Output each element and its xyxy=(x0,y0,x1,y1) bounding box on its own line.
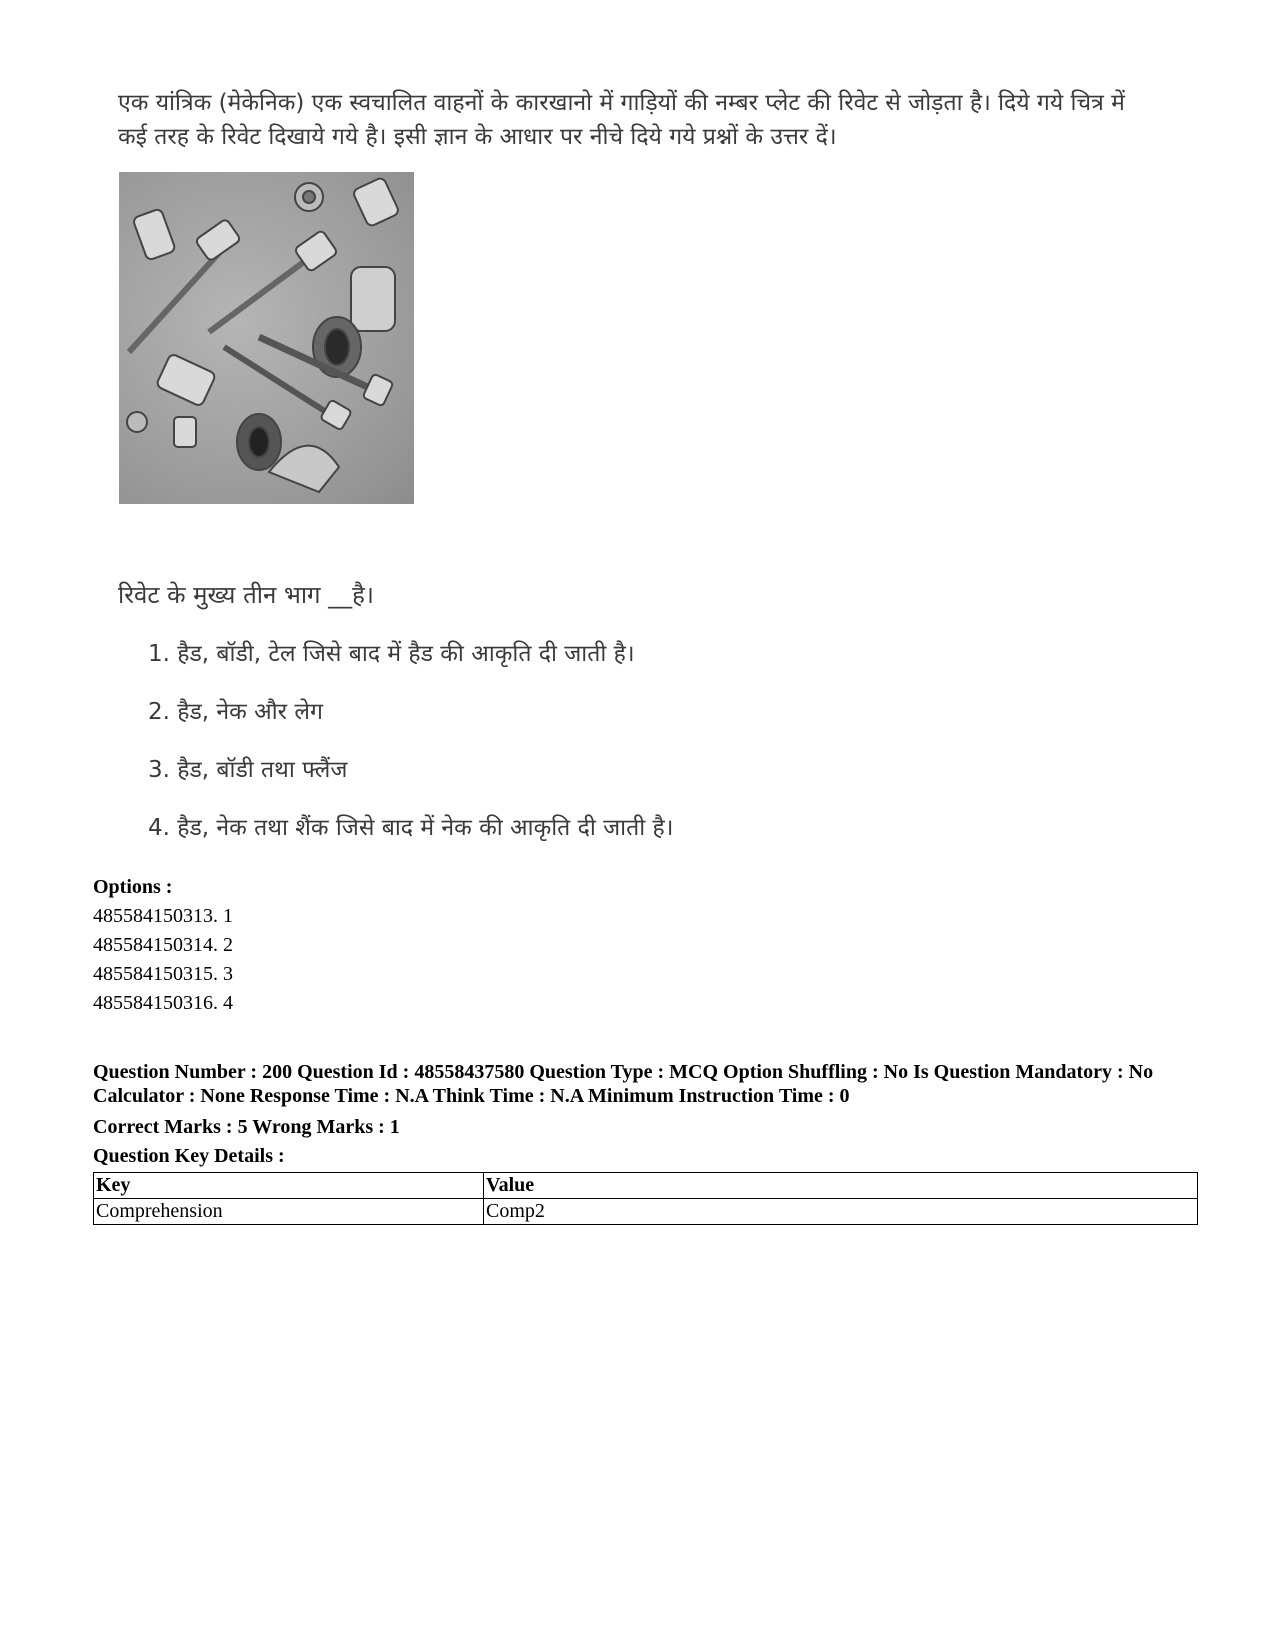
table-header-row xyxy=(94,1173,1198,1199)
option-id-2: 485584150314. 2 xyxy=(93,934,233,956)
choice-4: 4. हैड, नेक तथा शैंक जिसे बाद में नेक की आकृति दी जाती है। xyxy=(148,815,674,841)
marks-line: Correct Marks : 5 Wrong Marks : 1 xyxy=(93,1116,400,1138)
options-label: Options : xyxy=(93,876,173,898)
option-id-4: 485584150316. 4 xyxy=(93,992,233,1014)
rivets-photo xyxy=(119,172,414,504)
table-row xyxy=(94,1199,1198,1225)
table-cell-key: Comprehension xyxy=(94,1199,484,1225)
choice-2: 2. हैड, नेक और लेग xyxy=(148,699,323,725)
table-cell-value: Comp2 xyxy=(484,1199,1198,1225)
choice-1: 1. हैड, बॉडी, टेल जिसे बाद में हैड की आकृति दी जाती है। xyxy=(148,641,635,667)
key-details-table xyxy=(93,1172,1198,1225)
option-id-1: 485584150313. 1 xyxy=(93,905,233,927)
passage-text: एक यांत्रिक (मेकेनिक) एक स्वचालित वाहनों के कारखानो में गाड़ियों की नम्बर प्लेट की रिवेट से जोड़ता है। दिये गये चित्र में कई तरह के रिवेट दिखाये गये है। इसी ज्ञान के आधार पर नीचे दिये गये प्रश्नों के उत्तर दें। xyxy=(118,90,1125,150)
table-header-key: Key xyxy=(94,1173,484,1199)
key-details-label: Question Key Details : xyxy=(93,1145,285,1167)
choice-3: 3. हैड, बॉडी तथा फ्लैंज xyxy=(148,757,348,783)
question-meta: Question Number : 200 Question Id : 48558437580 Question Type : MCQ Option Shuffling : No Is Question Mandatory : No Calculator : None Response Time : N.A Think Time : N.A Minimum Instruction Time : 0 xyxy=(93,1061,1154,1107)
question-stem: रिवेट के मुख्य तीन भाग __है। xyxy=(118,581,375,609)
table-header-value: Value xyxy=(484,1173,1198,1199)
option-id-3: 485584150315. 3 xyxy=(93,963,233,985)
